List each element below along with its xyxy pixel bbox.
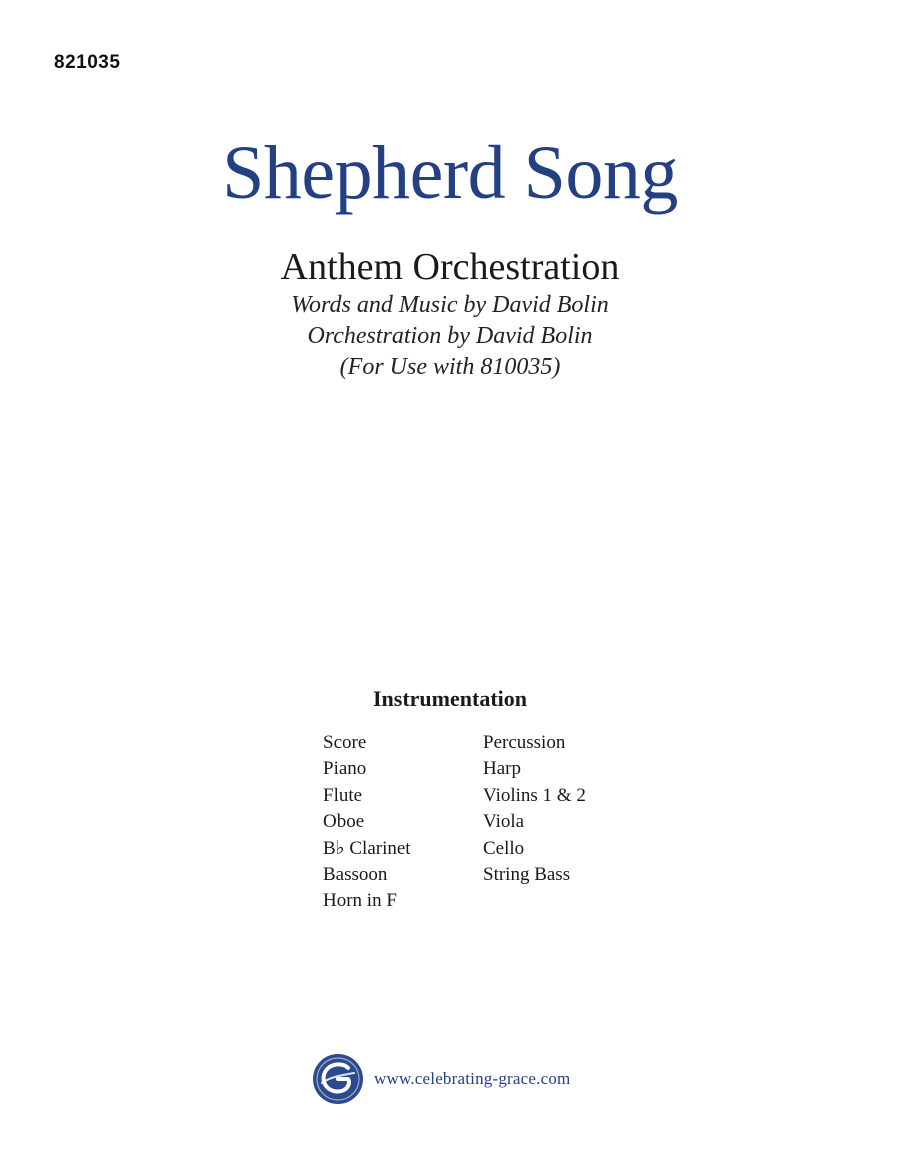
celebrating-grace-logo-icon — [312, 1053, 364, 1105]
page-title: Shepherd Song — [222, 131, 678, 215]
instrument-item: Cello — [483, 837, 525, 859]
instrument-item: String Bass — [483, 864, 571, 886]
instrument-item: Harp — [483, 758, 521, 780]
credit-use-with: (For Use with 810035) — [339, 354, 561, 380]
instrument-item: Oboe — [323, 811, 365, 833]
product-code: 821035 — [54, 52, 121, 73]
instrument-item: Horn in F — [323, 890, 397, 912]
instrument-item: Percussion — [483, 732, 566, 753]
credit-words-music: Words and Music by David Bolin — [291, 292, 609, 318]
footer — [312, 1052, 570, 1106]
page-subtitle: Anthem Orchestration — [280, 246, 620, 288]
instrument-item: Violins 1 & 2 — [483, 784, 586, 806]
instrument-item: Bassoon — [323, 864, 388, 886]
instrumentation-right-column — [483, 730, 586, 888]
instrument-item: Viola — [483, 811, 525, 833]
instrument-item: Score — [323, 732, 367, 753]
credit-orchestration: Orchestration by David Bolin — [307, 323, 593, 349]
instrument-item: Flute — [323, 784, 363, 806]
website-url[interactable]: www.celebrating-grace.com — [374, 1069, 571, 1088]
instrument-item: B♭ Clarinet — [323, 837, 411, 859]
credits-block — [0, 290, 900, 383]
instrumentation-heading: Instrumentation — [372, 686, 527, 711]
instrument-item: Piano — [323, 758, 367, 780]
instrumentation-left-column — [323, 730, 411, 915]
